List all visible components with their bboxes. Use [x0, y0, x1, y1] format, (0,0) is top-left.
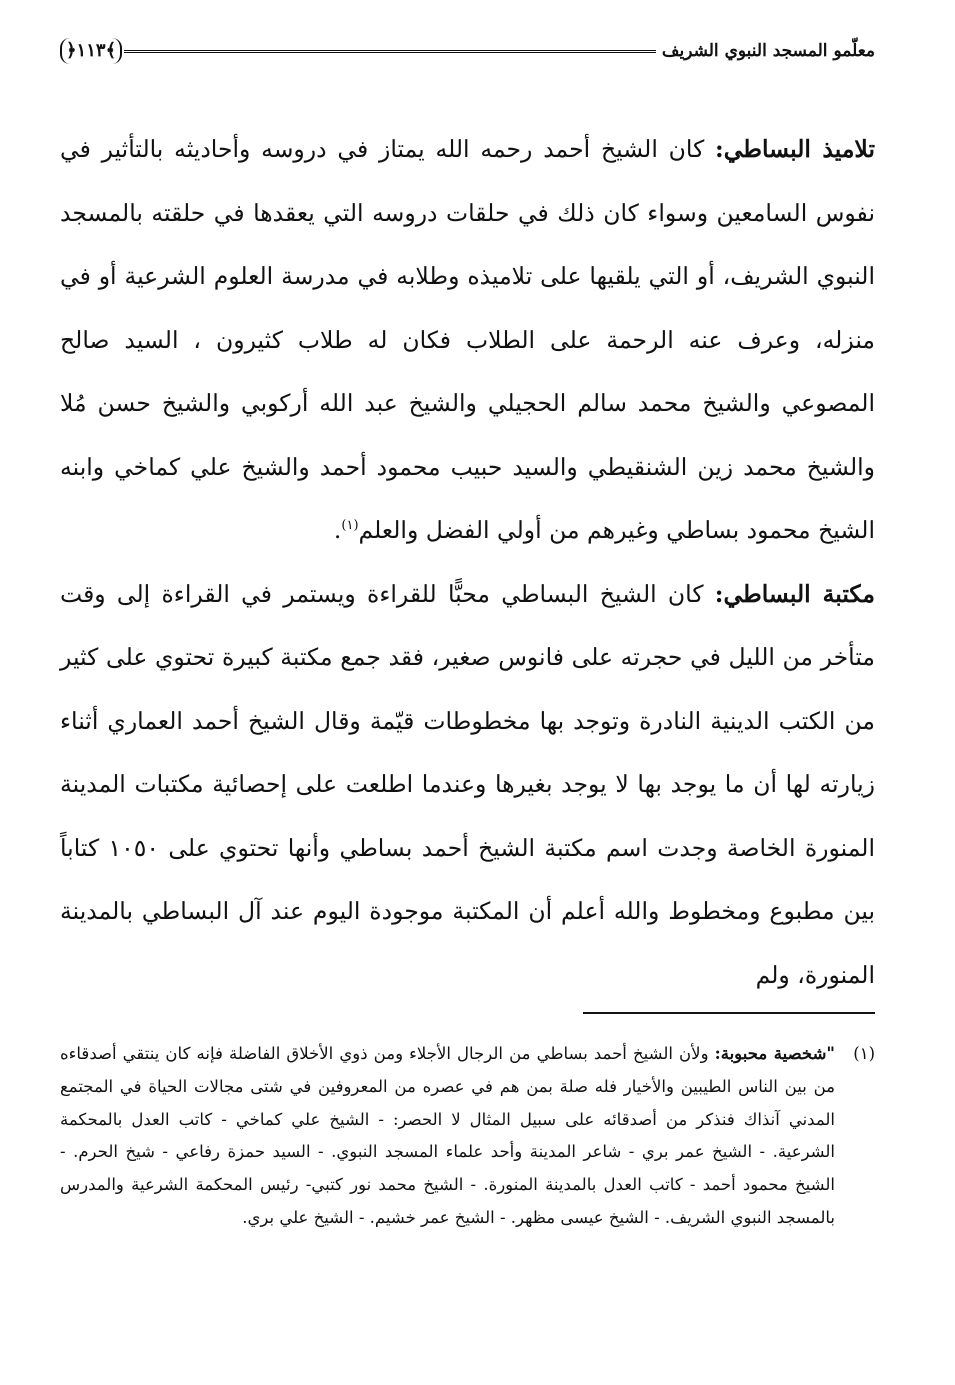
- footnotes-section: [60, 1038, 875, 1235]
- paragraph-heading-students: تلاميذ البساطي:: [715, 135, 875, 163]
- paragraph-students: [60, 118, 875, 563]
- footnote-text: [60, 1038, 835, 1235]
- running-header: [60, 34, 875, 68]
- paragraph-library: [60, 563, 875, 1008]
- footnote-bold-lead: "شخصية محبوبة:: [714, 1044, 835, 1063]
- main-body: [60, 118, 875, 1007]
- footnote-body: ولأن الشيخ أحمد بساطي من الرجال الأجلاء ومن ذوي الأخلاق الفاضلة فإنه كان ينتقي أصدقاءه من بين الناس الطيبين والأخيار فله صلة بمن هم في عصره من المعروفين في شتى مجالات الحياة في المجتمع المدني آنذاك فنذكر من أصدقائه على سبيل المثال لا الحصر: - الشيخ علي كماخي - كاتب العدل بالمحكمة الشرعية. - الشيخ عمر بري - شاعر المدينة وأحد علماء المسجد النبوي. - السيد حمزة رفاعي - شيخ الحرم. - الشيخ محمود أحمد - كاتب العدل بالمدينة المنورة. - الشيخ محمد نور كتبي- رئيس المحكمة الشرعية والمدرس بالمسجد النبوي الشريف. - الشيخ عيسى مظهر. - الشيخ عمر خشيم. - الشيخ علي بري.: [60, 1044, 835, 1227]
- paragraph-heading-library: مكتبة البساطي:: [714, 579, 875, 608]
- header-rule: [124, 50, 656, 53]
- footnote-reference[interactable]: (١): [341, 518, 359, 534]
- header-title: معلّمو المسجد النبوي الشريف: [661, 41, 875, 61]
- footnote-marker: (١): [853, 1044, 875, 1063]
- page-number: ﴾١١٣﴿: [60, 38, 122, 64]
- paragraph-text-library: كان الشيخ البساطي محبًّا للقراءة ويستمر في القراءة إلى وقت متأخر من الليل في حجرته على فانوس صغير، فقد جمع مكتبة كبيرة تحتوي على كثير من الكتب الدينية النادرة وتوجد بها مخطوطات قيّمة وقال الشيخ أحمد العماري أثناء زيارته لها أن ما يوجد بها لا يوجد بغيرها وعندما اطلعت على إحصائية مكتبات المدينة المنورة الخاصة وجدت اسم مكتبة الشيخ أحمد بساطي وأنها تحتوي على ١٠٥٠ كتاباً بين مطبوع ومخطوط والله أعلم أن المكتبة موجودة اليوم عند آل البساطي بالمدينة المنورة، ولم: [60, 579, 875, 989]
- paragraph-text-students: كان الشيخ أحمد رحمه الله يمتاز في دروسه وأحاديثه بالتأثير في نفوس السامعين وسواء كان ذلك في حلقات دروسه التي يعقدها في حلقته بالمسجد النبوي الشريف، أو التي يلقيها على تلاميذه وطلابه في مدرسة العلوم الشرعية أو في منزله، وعرف عنه الرحمة على الطلاب فكان له طلاب كثيرون ، السيد صالح المصوعي والشيخ محمد سالم الحجيلي والشيخ عبد الله أركوبي والشيخ حسن مُلا والشيخ محمد زين الشنقيطي والسيد حبيب محمود أحمد والشيخ علي كماخي وابنه الشيخ محمود بساطي وغيرهم من أولي الفضل والعلم: [60, 135, 875, 544]
- footnote-1: [60, 1038, 875, 1235]
- paragraph-end-students: .: [333, 516, 342, 544]
- footnote-separator: [583, 1012, 875, 1014]
